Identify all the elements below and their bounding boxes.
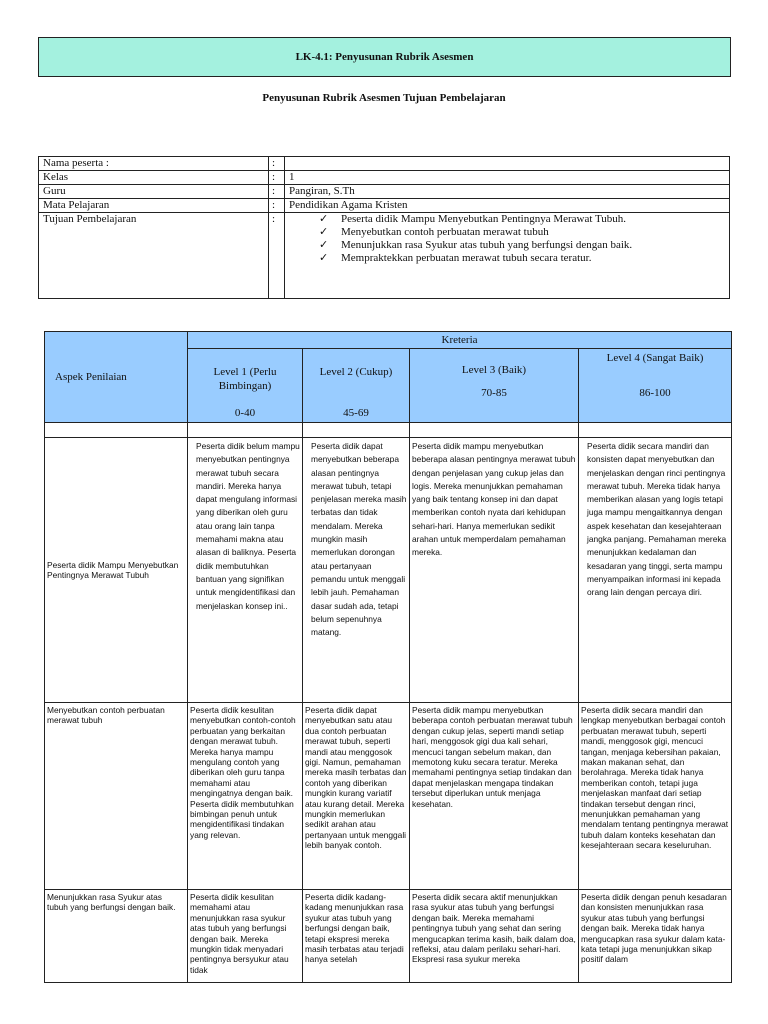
objective-item: [289, 213, 725, 226]
rubric-row: [45, 703, 732, 890]
level-1-header: [188, 349, 303, 423]
worksheet-title-box: [38, 37, 731, 77]
identity-value: 1: [285, 171, 730, 185]
identity-label: Guru: [39, 185, 269, 199]
identity-row-tujuan: [39, 213, 730, 299]
rubric-aspect: Peserta didik Mampu Menyebutkan Pentingnya Merawat Tubuh: [45, 438, 188, 703]
rubric-cell-level-1: Peserta didik kesulitan menyebutkan contoh-contoh perbuatan yang berkaitan dengan merawat tubuh. Mereka hanya mampu mengulang contoh yang diberikan oleh guru tanpa memahami atau mengingatnya dengan baik. Peserta didik membutuhkan bimbingan penuh untuk mengidentifikasi tindakan yang relevan.: [188, 703, 303, 890]
identity-separator: :: [269, 185, 285, 199]
rubric-cell-level-2: Peserta didik dapat menyebutkan satu atau dua contoh perbuatan merawat tubuh, seperti mandi atau menggosok gigi. Namun, pemahaman mereka masih terbatas dan contoh yang diberikan mungkin kurang variatif atau kurang detail. Mereka mungkin memerlukan sedikit arahan atau pertanyaan untuk menggali lebih banyak contoh.: [303, 703, 410, 890]
rubric-cell-text: Peserta didik dengan penuh kesadaran dan konsisten menunjukkan rasa syukur atas tubuh yang berfungsi dengan baik. Mereka tidak hanya mengucapkan rasa syukur dalam kata-kata tetapi juga menunjukkan sikap positif dalam: [581, 892, 727, 965]
level-2-header: [303, 349, 410, 423]
rubric-aspect: Menyebutkan contoh perbuatan merawat tubuh: [45, 703, 188, 890]
worksheet-subtitle: Penyusunan Rubrik Asesmen Tujuan Pembelajaran: [262, 92, 506, 104]
rubric-cell-text: Peserta didik kesulitan memahami atau menunjukkan rasa syukur atas tubuh yang berfungsi dengan baik. Mereka mungkin tidak menyadari pentingnya bersyukur atau tidak: [190, 892, 289, 975]
objective-item: [289, 239, 725, 252]
criteria-header: Kreteria: [188, 332, 732, 349]
rubric-cell-level-3: [410, 890, 579, 983]
level-4-header: [579, 349, 732, 423]
identity-value: Pangiran, S.Th: [285, 185, 730, 199]
rubric-cell-level-4: Peserta didik secara mandiri dan lengkap menyebutkan berbagai contoh perbuatan merawat tubuh, seperti mandi, menggosok gigi, mencuci tangan, menjaga kebersihan pakaian, makan makanan sehat, dan berolahraga. Mereka tidak hanya memberikan contoh, tetapi juga menjelaskan manfaat dari setiap tindakan tersebut dengan rinci, menunjukkan pemahaman yang mendalam tentang pentingnya merawat tubuh dalam konteks kesehatan dan kesejahteraan secara keseluruhan.: [579, 703, 732, 890]
rubric-row: [45, 438, 732, 703]
identity-separator: :: [269, 171, 285, 185]
identity-label: Kelas: [39, 171, 269, 185]
identity-row-mapel: [39, 199, 730, 213]
level-1-range: 0-40: [234, 407, 256, 419]
rubric-cell-level-2: Peserta didik dapat menyebutkan beberapa alasan pentingnya merawat tubuh, tetapi penjelasan mereka masih terbatas dan tidak mendalam. Mereka mungkin masih memerlukan dorongan atau pertanyaan pemandu untuk menggali lebih jauh. Pemahaman dasar sudah ada, tetapi belum sepenuhnya matang.: [303, 438, 410, 703]
identity-row-kelas: [39, 171, 730, 185]
objective-text: Menunjukkan rasa Syukur atas tubuh yang berfungsi dengan baik.: [341, 239, 633, 251]
objective-item: [289, 252, 725, 265]
objective-text: Mempraktekkan perbuatan merawat tubuh secara teratur.: [341, 252, 592, 264]
rubric-cell-level-4: Peserta didik secara mandiri dan konsisten dapat menyebutkan dan menjelaskan dengan rinci pentingnya merawat tubuh. Mereka tidak hanya memberikan alasan yang logis tetapi juga mampu mengaitkannya dengan aspek kesehatan dan kesejahteraan jangka panjang. Pemahaman mereka menunjukkan kedalaman dan kesadaran yang tinggi, serta mampu menyampaikan informasi ini kepada orang lain dengan percaya diri.: [579, 438, 732, 703]
rubric-cell-text: Peserta didik kadang-kadang menunjukkan rasa syukur atas tubuh yang berfungsi dengan baik, tetapi ekspresi mereka masih terbatas atau terjadi hanya setelah: [305, 892, 404, 965]
rubric-cell-level-1: [188, 890, 303, 983]
aspect-header: Aspek Penilaian: [45, 332, 188, 423]
identity-label: Nama peserta :: [39, 157, 269, 171]
rubric-cell-text: Peserta didik secara aktif menunjukkan rasa syukur atas tubuh yang berfungsi dengan baik. Mereka memahami pentingnya tubuh yang sehat dan sering mengucapkan terima kasih, baik dalam doa, refleksi, atau dalam perilaku sehari-hari. Ekspresi rasa syukur mereka: [412, 892, 576, 965]
level-1-name: Level 1 (Perlu Bimbingan): [213, 366, 277, 392]
objectives-cell: [285, 213, 730, 299]
level-3-range: 70-85: [481, 387, 507, 399]
rubric-row: [45, 890, 732, 983]
objectives-list: [289, 213, 725, 265]
rubric-cell-level-1: Peserta didik belum mampu menyebutkan pentingnya merawat tubuh secara mandiri. Mereka hanya dapat mengulang informasi yang diberikan oleh guru atau orang lain tanpa memahami makna atau alasan di baliknya. Peserta didik membutuhkan bantuan yang signifikan untuk mengidentifikasi dan menjelaskan konsep ini..: [188, 438, 303, 703]
rubric-cell-level-3: Peserta didik mampu menyebutkan beberapa contoh perbuatan merawat tubuh dengan cukup jelas, seperti mandi setiap hari, menggosok gigi dua kali sehari, mencuci tangan sebelum makan, dan memotong kuku secara teratur. Mereka memahami pentingnya setiap tindakan dan dapat menjelaskan mengapa tindakan tersebut diperlukan untuk menjaga kesehatan.: [410, 703, 579, 890]
identity-separator: :: [269, 213, 285, 299]
identity-row-nama: [39, 157, 730, 171]
level-2-range: 45-69: [343, 407, 369, 419]
rubric-cell-level-3: Peserta didik mampu menyebutkan beberapa alasan pentingnya merawat tubuh dengan penjelasan yang cukup jelas dan logis. Mereka menunjukkan pemahaman yang baik tentang konsep ini dan dapat memberikan contoh nyata dari kehidupan sehari-hari. Hanya memerlukan sedikit arahan untuk memperdalam pemahaman mereka.: [410, 438, 579, 703]
level-4-range: 86-100: [639, 387, 671, 399]
identity-label: Mata Pelajaran: [39, 199, 269, 213]
identity-value: [285, 157, 730, 171]
rubric-aspect: Menunjukkan rasa Syukur atas tubuh yang berfungsi dengan baik.: [45, 890, 188, 983]
identity-row-guru: [39, 185, 730, 199]
level-2-name: Level 2 (Cukup): [319, 366, 393, 378]
identity-table: [38, 156, 730, 299]
rubric-cell-level-4: [579, 890, 732, 983]
level-4-name: Level 4 (Sangat Baik): [606, 352, 704, 364]
level-3-header: [410, 349, 579, 423]
identity-value: Pendidikan Agama Kristen: [285, 199, 730, 213]
rubric-table: [44, 331, 732, 983]
rubric-spacer-row: [45, 423, 732, 438]
objective-item: [289, 226, 725, 239]
rubric-cell-level-2: [303, 890, 410, 983]
worksheet-title: LK-4.1: Penyusunan Rubrik Asesmen: [295, 51, 474, 63]
check-icon: ✓: [319, 213, 329, 225]
check-icon: ✓: [319, 226, 329, 238]
check-icon: ✓: [319, 252, 329, 264]
rubric-header-row-1: [45, 332, 732, 349]
identity-label: Tujuan Pembelajaran: [39, 213, 269, 299]
objective-text: Peserta didik Mampu Menyebutkan Pentingnya Merawat Tubuh.: [341, 213, 627, 225]
objective-text: Menyebutkan contoh perbuatan merawat tubuh: [341, 226, 549, 238]
level-3-name: Level 3 (Baik): [461, 364, 527, 376]
check-icon: ✓: [319, 239, 329, 251]
identity-separator: :: [269, 157, 285, 171]
identity-separator: :: [269, 199, 285, 213]
